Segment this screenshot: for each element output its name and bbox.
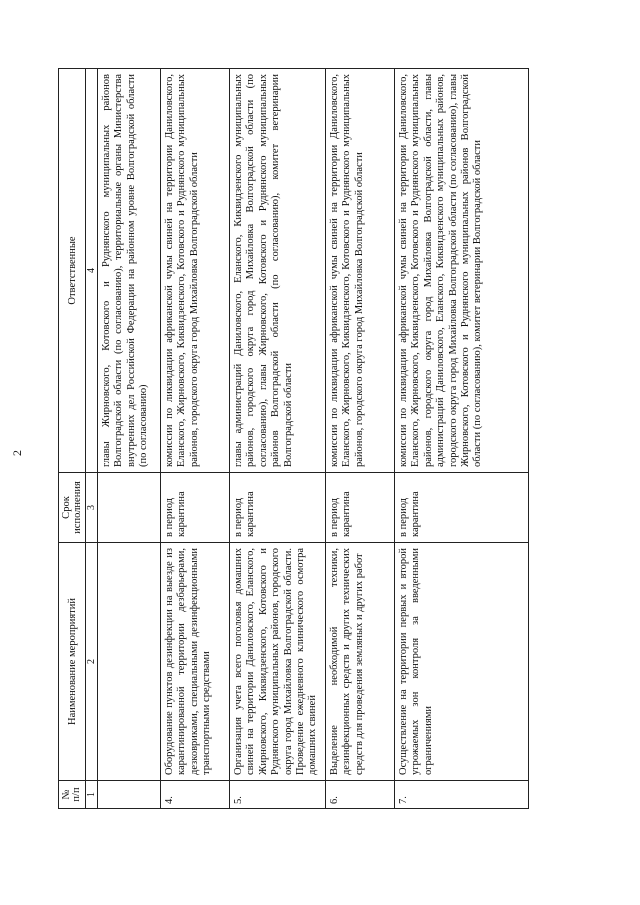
activities-table	[58, 68, 529, 809]
table-row	[161, 69, 230, 809]
row-number	[98, 781, 161, 809]
row-activity: Организация учета всего поголовья домашних свиней на территории Даниловского, Еланского, Жирновского, Киквидзенского, Котовского и Руднянского муниципальных районов, городского округа город Михайловка Волгоградской области. Проведение ежедневного клинического осмотра домашних свиней	[230, 543, 326, 781]
column-number: 4	[86, 69, 98, 473]
row-activity: Осуществление на территории первых и второй угрожаемых зон контроля за введенными ограничениями	[395, 543, 529, 781]
table-header	[59, 69, 98, 809]
row-responsible: главы администраций Даниловского, Еланского, Киквидзенского муниципальных районов, городского округа город Михайловка Волгоградской области (по согласованию), главы Жирновского, Котовского и Руднянского муниципальных районов Волгоградской области (по согласованию), комитет ветеринарии Волгоградской области	[230, 69, 326, 473]
row-number: 6.	[326, 781, 395, 809]
column-number-row	[86, 69, 98, 809]
table-row	[230, 69, 326, 809]
row-term: в период карантина	[161, 473, 230, 543]
column-number: 2	[86, 543, 98, 781]
table-row	[395, 69, 529, 809]
page-number: 2	[10, 450, 24, 456]
row-term: в период карантина	[326, 473, 395, 543]
column-number: 3	[86, 473, 98, 543]
row-term: в период карантина	[230, 473, 326, 543]
row-responsible: главы Жирновского, Котовского и Руднянского муниципальных районов Волгоградской области (по согласованию), территориальные органы Министерства внутренних дел Российской Федерации на районном уровне Волгоградской области (по согласованию)	[98, 69, 161, 473]
row-activity: Выделение необходимой техники, дезинфекционных средств и других технических средств для проведения земляных и других работ	[326, 543, 395, 781]
header-activity: Наименование мероприятий	[59, 543, 86, 781]
header-number: № п/п	[59, 781, 86, 809]
table-row	[326, 69, 395, 809]
row-activity	[98, 543, 161, 781]
row-number: 4.	[161, 781, 230, 809]
column-number: 1	[86, 781, 98, 809]
row-number: 7.	[395, 781, 529, 809]
table-row-continued	[98, 69, 161, 809]
row-responsible: комиссии по ликвидации африканской чумы свиней на территории Даниловского, Еланского, Жирновского, Киквидзенского, Котовского и Руднянского муниципальных районов, городского округа город Михайловка Волгоградской области, главы администраций Даниловского, Еланского, Киквидзенского муниципальных районов, городского округа город Михайловка Волгоградской области (по согласованию), главы Жирновского, Котовского и Руднянского муниципальных районов Волгоградской области (по согласованию), комитет ветеринарии Волгоградской области	[395, 69, 529, 473]
row-responsible: комиссии по ликвидации африканской чумы свиней на территории Даниловского, Еланского, Жирновского, Киквидзенского, Котовского и Руднянского муниципальных районов, городского округа город Михайловка Волгоградской области	[161, 69, 230, 473]
header-term: Срок исполнения	[59, 473, 86, 543]
header-responsible: Ответственные	[59, 69, 86, 473]
row-term: в период карантина	[395, 473, 529, 543]
row-activity: Оборудование пунктов дезинфекции на выезде из карантинированной территории дезбарьерами, дезковриками, специальными дезинфекционными транспортными средствами	[161, 543, 230, 781]
row-responsible: комиссии по ликвидации африканской чумы свиней на территории Даниловского, Еланского, Жирновского, Киквидзенского, Котовского и Руднянского муниципальных районов, городского округа город Михайловка Волгоградской области	[326, 69, 395, 473]
row-term	[98, 473, 161, 543]
row-number: 5.	[230, 781, 326, 809]
